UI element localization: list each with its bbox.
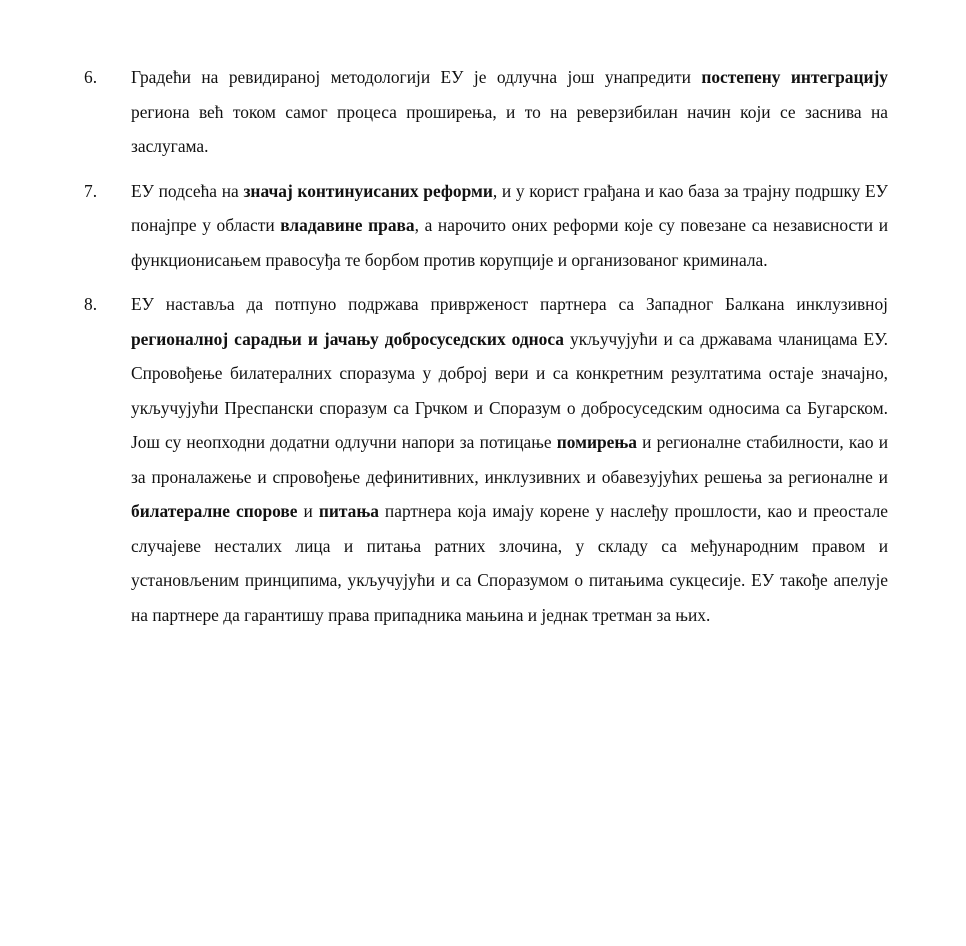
list-item-7: [84, 174, 888, 278]
numbered-list: [84, 60, 888, 642]
text-segment: региона већ током самог процеса проширења, и то на реверзибилан начин који се заснива на заслугама.: [131, 101, 888, 156]
item-number: 7.: [84, 180, 98, 201]
text-segment: партнера која имају корене у наслеђу прошлости, као и преостале случајеве несталих лица и питања ратних злочина, у складу са међународним правом и установљеним принципима, укључујући и са Споразумом о питањима сукцесије. ЕУ такође апелује на партнере да гарантишу права припадника мањина и једнак третман за њих.: [131, 501, 888, 625]
list-item-6: [84, 60, 888, 164]
bold-text-segment: владавине права: [280, 215, 415, 235]
bold-text-segment: постепену интеграцију: [701, 67, 888, 87]
text-segment: укључујући и са државама чланицама ЕУ. Спровођење билатералних споразума у доброј вери и са конкретним резултатима остаје значајно, укључујући Преспански споразум са Грчком и Споразум о добросуседским односима са Бугарском. Још су неопходни додатни одлучни напори за потицање: [131, 328, 888, 452]
item-text: [131, 60, 888, 164]
bold-text-segment: регионалној сарадњи и јачању добросуседских односа: [131, 328, 565, 349]
text-segment: ЕУ подсећа на: [131, 180, 244, 201]
text-segment: , а нарочито оних реформи које су повезане са независности и функционисањем правосуђа те борбом против корупције и организованог криминала.: [131, 215, 889, 270]
text-segment: ЕУ наставља да потпуно подржава привржeност партнера са Западног Балкана инклузивној: [131, 294, 888, 314]
bold-text-segment: значај континуисаних реформи: [243, 180, 493, 201]
item-number: 8.: [84, 294, 98, 314]
bold-text-segment: помирења: [556, 432, 637, 452]
bold-text-segment: билатералне спорове: [131, 501, 298, 521]
item-text: [131, 287, 888, 632]
bold-text-segment: питања: [318, 501, 379, 521]
text-segment: , и у корист грађана и као база за трајну подршку ЕУ понајпре у области: [131, 180, 888, 235]
item-number: 6.: [84, 67, 98, 87]
text-segment: и: [297, 501, 319, 521]
text-segment: Градећи на ревидираној методологији ЕУ је одлучна још унапредити: [131, 67, 702, 87]
list-item-8: [84, 287, 888, 632]
item-text: [131, 174, 888, 278]
text-segment: и регионалне стабилности, као и за проналажење и спровођење дефинитивних, инклузивних и обавезујућих решења за регионалне и: [131, 432, 888, 487]
